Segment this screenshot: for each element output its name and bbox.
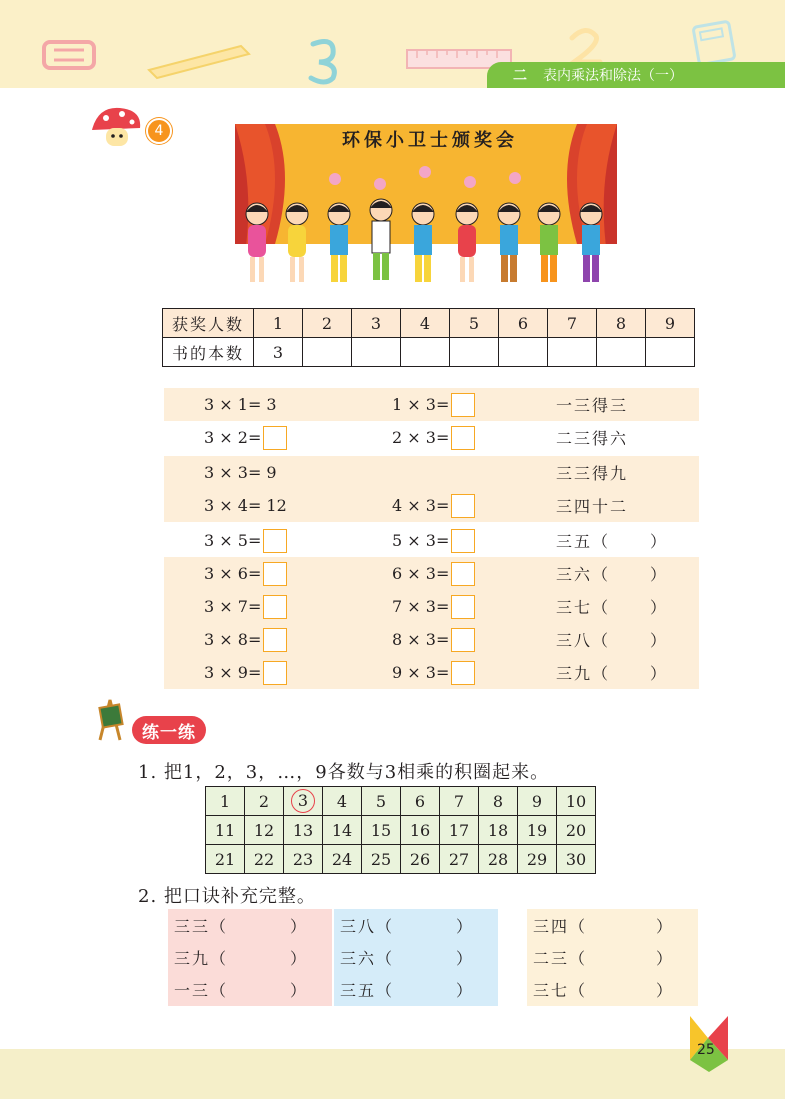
number-label: 13 bbox=[292, 820, 314, 840]
table-row bbox=[163, 309, 695, 338]
equation bbox=[392, 557, 475, 590]
close-paren: ） bbox=[289, 980, 308, 1000]
number-label: 4 bbox=[336, 791, 348, 811]
number-label: 22 bbox=[253, 849, 275, 869]
rhyme-label: 三六（ bbox=[340, 948, 395, 968]
table-cell: 1 bbox=[254, 309, 303, 338]
answer-box[interactable] bbox=[451, 393, 475, 417]
rhyme-label: 三六（ bbox=[556, 565, 611, 584]
rhyme-label: 三七（ bbox=[556, 598, 611, 617]
answer-box[interactable] bbox=[451, 595, 475, 619]
number-label: 17 bbox=[448, 820, 470, 840]
number-label: 14 bbox=[331, 820, 353, 840]
rhyme-label: 三三（ bbox=[174, 916, 229, 936]
table-cell[interactable] bbox=[548, 338, 597, 367]
circled-number: 3 bbox=[291, 789, 315, 813]
rhyme-text bbox=[556, 557, 668, 590]
rhyme-label: 三八（ bbox=[556, 631, 611, 650]
table-cell: 4 bbox=[401, 309, 450, 338]
number-label: 19 bbox=[526, 820, 548, 840]
rhyme-label: 二三（ bbox=[533, 948, 588, 968]
number-label: 6 bbox=[414, 791, 426, 811]
rhyme-fill-item[interactable] bbox=[168, 941, 332, 973]
table-cell: 6 bbox=[499, 309, 548, 338]
equation-label: 3 × 6= bbox=[204, 564, 262, 583]
equation bbox=[392, 524, 475, 557]
multiplication-row bbox=[164, 456, 699, 489]
equation bbox=[392, 421, 475, 454]
close-paren: ） bbox=[655, 916, 674, 936]
number-label: 7 bbox=[453, 791, 465, 811]
table-cell: 3 bbox=[254, 338, 303, 367]
number-label: 9 bbox=[531, 791, 543, 811]
mushroom-mascot-icon bbox=[88, 104, 148, 152]
number-cell[interactable] bbox=[323, 816, 362, 845]
equation-label: 3 × 9= bbox=[204, 663, 262, 682]
multiplication-row bbox=[164, 656, 699, 689]
equation bbox=[392, 623, 475, 656]
rhyme-label: 三五（ bbox=[556, 532, 611, 551]
equation bbox=[392, 388, 475, 421]
multiplication-row bbox=[164, 623, 699, 656]
number-label: 1 bbox=[219, 791, 231, 811]
number-cell[interactable] bbox=[479, 845, 518, 874]
table-cell: 3 bbox=[352, 309, 401, 338]
answer-box[interactable] bbox=[263, 661, 287, 685]
equation bbox=[204, 421, 287, 454]
number-cell[interactable] bbox=[440, 845, 479, 874]
number-grid bbox=[205, 786, 596, 874]
number-label: 21 bbox=[214, 849, 236, 869]
rhyme-fill-item[interactable] bbox=[334, 941, 498, 973]
multiplication-row bbox=[164, 524, 699, 557]
close-paren: ） bbox=[289, 916, 308, 936]
number-two-decoration-icon bbox=[566, 26, 606, 66]
table-header-cell: 书的本数 bbox=[163, 338, 254, 367]
number-cell[interactable] bbox=[284, 845, 323, 874]
close-paren: ） bbox=[455, 980, 474, 1000]
number-label: 29 bbox=[526, 849, 548, 869]
number-label: 25 bbox=[370, 849, 392, 869]
answer-box[interactable] bbox=[263, 529, 287, 553]
rhyme-column bbox=[527, 909, 698, 1006]
equation-label: 3 × 1= 3 bbox=[204, 395, 277, 414]
number-cell[interactable] bbox=[323, 845, 362, 874]
rhyme-text bbox=[556, 623, 668, 656]
table-cell: 7 bbox=[548, 309, 597, 338]
rhyme-label: 一三得三 bbox=[556, 396, 629, 415]
number-cell[interactable] bbox=[362, 816, 401, 845]
number-label: 18 bbox=[487, 820, 509, 840]
equation bbox=[204, 590, 287, 623]
table-cell: 9 bbox=[646, 309, 695, 338]
close-paren: ） bbox=[655, 980, 674, 1000]
equation bbox=[204, 388, 277, 421]
number-cell[interactable] bbox=[245, 787, 284, 816]
number-label: 24 bbox=[331, 849, 353, 869]
number-cell[interactable] bbox=[401, 787, 440, 816]
rhyme-label: 三九（ bbox=[556, 664, 611, 683]
rhyme-label: 三八（ bbox=[340, 916, 395, 936]
rhyme-fill-item[interactable] bbox=[168, 909, 332, 941]
number-label: 28 bbox=[487, 849, 509, 869]
close-paren: ） bbox=[650, 565, 669, 584]
multiplication-block bbox=[164, 388, 699, 689]
number-cell[interactable] bbox=[362, 787, 401, 816]
multiplication-row bbox=[164, 489, 699, 522]
page-number: 25 bbox=[697, 1042, 715, 1058]
rhyme-text bbox=[556, 421, 628, 454]
equation bbox=[204, 557, 287, 590]
rhyme-text bbox=[556, 489, 628, 522]
rhyme-label: 三四十二 bbox=[556, 497, 629, 516]
number-cell[interactable] bbox=[323, 787, 362, 816]
chapter-number: 二 bbox=[513, 68, 527, 84]
number-label: 8 bbox=[492, 791, 504, 811]
table-cell[interactable] bbox=[450, 338, 499, 367]
table-cell: 5 bbox=[450, 309, 499, 338]
number-three-decoration-icon bbox=[305, 36, 345, 86]
close-paren: ） bbox=[650, 532, 669, 551]
number-cell[interactable] bbox=[479, 816, 518, 845]
equation bbox=[204, 456, 277, 489]
chapter-title: 表内乘法和除法（一） bbox=[543, 68, 683, 84]
number-cell[interactable] bbox=[440, 787, 479, 816]
close-paren: ） bbox=[289, 948, 308, 968]
rhyme-text bbox=[556, 524, 668, 557]
question-2: 2. 把口诀补充完整。 bbox=[138, 886, 316, 907]
close-paren: ） bbox=[650, 598, 669, 617]
rhyme-fill-item[interactable] bbox=[168, 973, 332, 1005]
close-paren: ） bbox=[655, 948, 674, 968]
number-label: 26 bbox=[409, 849, 431, 869]
number-cell[interactable] bbox=[362, 845, 401, 874]
table-row bbox=[163, 338, 695, 367]
rhyme-column bbox=[168, 909, 332, 1006]
multiplication-row bbox=[164, 557, 699, 590]
table-cell[interactable] bbox=[499, 338, 548, 367]
rhyme-label: 二三得六 bbox=[556, 429, 629, 448]
rhyme-fill-item[interactable] bbox=[527, 973, 698, 1005]
practice-title: 练一练 bbox=[132, 716, 206, 744]
equation-label: 4 × 3= bbox=[392, 496, 450, 515]
rhyme-column bbox=[334, 909, 498, 1006]
rhyme-fill-item[interactable] bbox=[334, 909, 498, 941]
section-badge: 4 bbox=[146, 118, 172, 144]
number-cell[interactable] bbox=[206, 845, 245, 874]
rhyme-label: 三三得九 bbox=[556, 464, 629, 483]
answer-box[interactable] bbox=[451, 661, 475, 685]
table-cell: 8 bbox=[597, 309, 646, 338]
close-paren: ） bbox=[455, 916, 474, 936]
number-label: 30 bbox=[565, 849, 587, 869]
rhyme-text bbox=[556, 590, 668, 623]
number-cell[interactable] bbox=[284, 787, 323, 816]
equation bbox=[392, 590, 475, 623]
number-cell[interactable] bbox=[557, 816, 596, 845]
table-header-cell: 获奖人数 bbox=[163, 309, 254, 338]
rhyme-fill-item[interactable] bbox=[527, 941, 698, 973]
answer-box[interactable] bbox=[451, 628, 475, 652]
number-cell[interactable] bbox=[284, 816, 323, 845]
multiplication-row bbox=[164, 421, 699, 454]
equation bbox=[204, 489, 287, 522]
calculator-decoration-icon bbox=[690, 20, 740, 66]
pencil-decoration-icon bbox=[145, 40, 255, 80]
rhyme-text bbox=[556, 456, 628, 489]
equation-label: 5 × 3= bbox=[392, 531, 450, 550]
number-label: 5 bbox=[375, 791, 387, 811]
number-cell[interactable] bbox=[245, 845, 284, 874]
equation-label: 3 × 5= bbox=[204, 531, 262, 550]
rhyme-text bbox=[556, 656, 668, 689]
equation-label: 9 × 3= bbox=[392, 663, 450, 682]
footer-band bbox=[0, 1049, 785, 1099]
close-paren: ） bbox=[650, 664, 669, 683]
rhyme-label: 三四（ bbox=[533, 916, 588, 936]
equation-label: 1 × 3= bbox=[392, 395, 450, 414]
number-label: 11 bbox=[214, 820, 236, 840]
number-cell[interactable] bbox=[557, 787, 596, 816]
equation-label: 3 × 7= bbox=[204, 597, 262, 616]
blackboard-easel-icon bbox=[92, 696, 132, 742]
equation-label: 7 × 3= bbox=[392, 597, 450, 616]
rhyme-label: 三七（ bbox=[533, 980, 588, 1000]
number-cell[interactable] bbox=[245, 816, 284, 845]
number-label: 15 bbox=[370, 820, 392, 840]
number-cell[interactable] bbox=[401, 816, 440, 845]
equation bbox=[392, 489, 475, 522]
table-cell[interactable] bbox=[303, 338, 352, 367]
number-cell[interactable] bbox=[518, 845, 557, 874]
number-cell[interactable] bbox=[518, 816, 557, 845]
answer-box[interactable] bbox=[263, 426, 287, 450]
equation-label: 3 × 8= bbox=[204, 630, 262, 649]
number-cell[interactable] bbox=[479, 787, 518, 816]
number-label: 10 bbox=[565, 791, 587, 811]
number-label: 2 bbox=[258, 791, 270, 811]
answer-box[interactable] bbox=[263, 628, 287, 652]
table-cell[interactable] bbox=[597, 338, 646, 367]
answer-box[interactable] bbox=[451, 562, 475, 586]
close-paren: ） bbox=[650, 631, 669, 650]
equation bbox=[204, 524, 287, 557]
number-label: 12 bbox=[253, 820, 275, 840]
equation-label: 6 × 3= bbox=[392, 564, 450, 583]
eraser-decoration-icon bbox=[40, 36, 100, 76]
question-1: 1. 把1，2，3，…，9各数与3相乘的积圈起来。 bbox=[138, 762, 550, 783]
equation bbox=[392, 656, 475, 689]
equation bbox=[204, 623, 287, 656]
number-cell[interactable] bbox=[401, 845, 440, 874]
close-paren: ） bbox=[455, 948, 474, 968]
rhyme-text bbox=[556, 388, 628, 421]
table-row bbox=[206, 845, 596, 874]
number-label: 27 bbox=[448, 849, 470, 869]
equation-label: 3 × 2= bbox=[204, 428, 262, 447]
equation-label: 3 × 3= 9 bbox=[204, 463, 277, 482]
equation bbox=[204, 656, 287, 689]
number-label: 23 bbox=[292, 849, 314, 869]
number-cell[interactable] bbox=[206, 816, 245, 845]
answer-box[interactable] bbox=[263, 562, 287, 586]
equation-label: 3 × 4= 12 bbox=[204, 496, 287, 515]
equation-label: 2 × 3= bbox=[392, 428, 450, 447]
answer-box[interactable] bbox=[451, 494, 475, 518]
rhyme-fill-item[interactable] bbox=[527, 909, 698, 941]
table-cell[interactable] bbox=[352, 338, 401, 367]
rhyme-fill-item[interactable] bbox=[334, 973, 498, 1005]
number-cell[interactable] bbox=[557, 845, 596, 874]
table-row bbox=[206, 787, 596, 816]
chapter-bar bbox=[487, 62, 785, 88]
table-cell[interactable] bbox=[646, 338, 695, 367]
table-row bbox=[206, 816, 596, 845]
rhyme-label: 三九（ bbox=[174, 948, 229, 968]
table-cell: 2 bbox=[303, 309, 352, 338]
rhyme-label: 三五（ bbox=[340, 980, 395, 1000]
multiplication-row bbox=[164, 388, 699, 421]
answer-box[interactable] bbox=[451, 426, 475, 450]
answer-box[interactable] bbox=[451, 529, 475, 553]
number-label: 16 bbox=[409, 820, 431, 840]
scene-banner-text: 环保小卫士颁奖会 bbox=[342, 130, 518, 151]
answer-box[interactable] bbox=[263, 595, 287, 619]
multiplication-row bbox=[164, 590, 699, 623]
number-cell[interactable] bbox=[206, 787, 245, 816]
number-cell[interactable] bbox=[440, 816, 479, 845]
number-cell[interactable] bbox=[518, 787, 557, 816]
equation-label: 8 × 3= bbox=[392, 630, 450, 649]
rhyme-label: 一三（ bbox=[174, 980, 229, 1000]
number-label: 20 bbox=[565, 820, 587, 840]
award-table bbox=[162, 308, 695, 367]
table-cell[interactable] bbox=[401, 338, 450, 367]
